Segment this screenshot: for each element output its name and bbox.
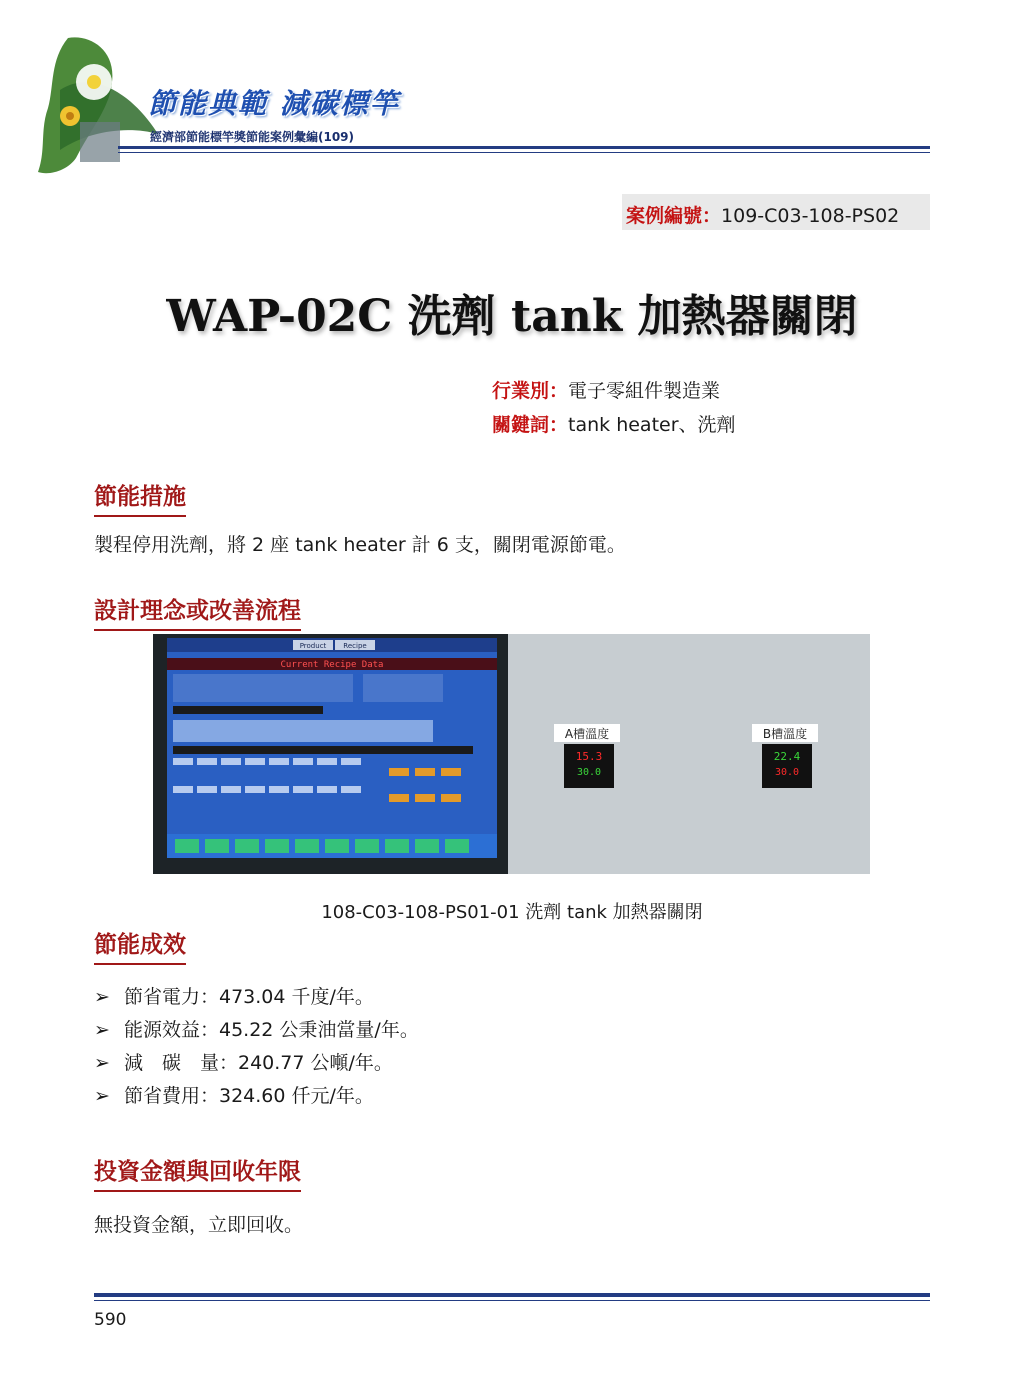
case-number-label: 案例編號： [626, 205, 722, 227]
result-item [94, 982, 374, 1009]
panel-a-label: A槽溫度 [564, 727, 610, 741]
measures-text: 製程停用洗劑，將 2 座 tank heater 計 6 支，關閉電源節電。 [94, 534, 626, 556]
figure-caption: 108-C03-108-PS01-01 洗劑 tank 加熱器關閉 [321, 902, 703, 923]
panel-b-pv: 22.4 [773, 750, 801, 763]
investment-heading: 投資金額與回收年限 [94, 1153, 301, 1192]
arrow-bullet-icon: ➢ [94, 986, 110, 1008]
page-title: WAP-02C 洗劑 tank 加熱器關閉 [166, 291, 858, 342]
result-item [94, 1081, 374, 1108]
taiwan-leaf-logo [20, 30, 160, 180]
panel-a-pv: 15.3 [575, 750, 603, 763]
result-text: 能源效益：45.22 公秉油當量/年。 [124, 1019, 419, 1041]
footer-rule-thin [94, 1300, 930, 1301]
panel-a-sv: 30.0 [576, 767, 602, 778]
result-item [94, 1048, 393, 1075]
hmi-screen-graphic [153, 634, 508, 874]
results-heading: 節能成效 [94, 926, 186, 965]
header-rule-thin [118, 152, 930, 153]
screen-header-recipe: Recipe [343, 642, 367, 650]
industry-value: 電子零組件製造業 [568, 380, 721, 402]
investment-text: 無投資金額，立即回收。 [94, 1214, 304, 1236]
result-item [94, 1015, 419, 1042]
temperature-panel-graphic [508, 634, 870, 874]
arrow-bullet-icon: ➢ [94, 1052, 110, 1074]
case-number-value: 109-C03-108-PS02 [721, 205, 900, 227]
industry-label: 行業別： [492, 380, 569, 402]
footer-rule [94, 1293, 930, 1297]
panel-b-label: B槽溫度 [762, 727, 808, 741]
keywords-line [492, 410, 736, 437]
result-text: 節省費用：324.60 仟元/年。 [124, 1085, 374, 1107]
screen-header-product: Product [299, 642, 327, 650]
screen-banner: Current Recipe Data [280, 660, 384, 670]
header-rule [118, 146, 930, 149]
result-text: 節省電力：473.04 千度/年。 [124, 986, 374, 1008]
hmi-screen-photo [153, 634, 508, 874]
brand-title: 節能典範 減碳標竿 [148, 87, 400, 120]
case-number [626, 201, 899, 228]
brand-subtitle: 經濟部節能標竿獎節能案例彙編(109) [150, 130, 355, 144]
arrow-bullet-icon: ➢ [94, 1019, 110, 1041]
panel-b-sv: 30.0 [774, 767, 800, 778]
industry-line [492, 376, 720, 403]
page-number: 590 [94, 1310, 127, 1330]
temperature-panel-photo [508, 634, 870, 874]
keywords-label: 關鍵詞： [492, 414, 569, 436]
measures-heading: 節能措施 [94, 478, 186, 517]
keywords-value: tank heater、洗劑 [568, 414, 736, 436]
design-heading: 設計理念或改善流程 [94, 592, 301, 631]
result-text: 減 碳 量：240.77 公噸/年。 [124, 1052, 393, 1074]
arrow-bullet-icon: ➢ [94, 1085, 110, 1107]
